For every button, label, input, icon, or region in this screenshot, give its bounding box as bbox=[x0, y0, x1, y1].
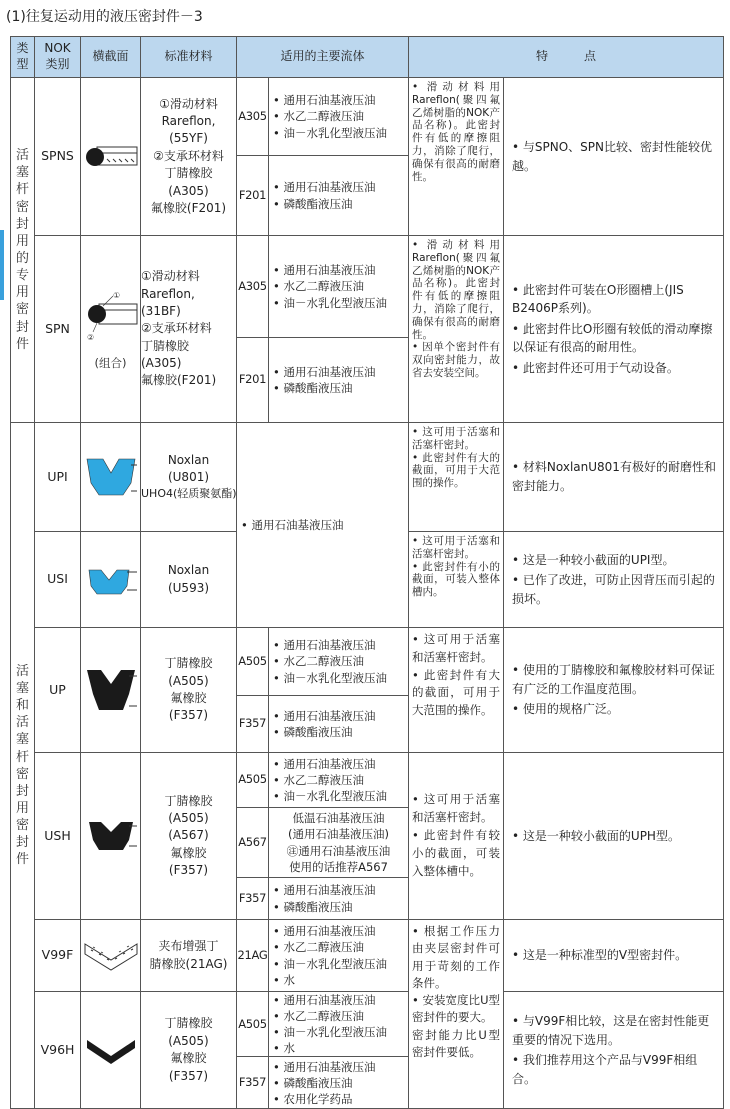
code-material: A505 bbox=[237, 753, 269, 808]
code-material: 21AG bbox=[237, 920, 269, 992]
note-usi: • 这可用于活塞和活塞杆密封。 • 此密封件有小的截面，可装入整体槽内。 bbox=[409, 532, 504, 628]
material-v96h: 丁腈橡胶 (A505) 氟橡胶 (F357) bbox=[141, 992, 237, 1109]
features-spn: • 此密封件可装在O形圈槽上(JIS B2406P系列)。 • 此密封件比O形圈有较低的滑动摩擦以保证有很高的耐用性。 • 此密封件还可用于气动设备。 bbox=[504, 236, 724, 423]
code-material: F357 bbox=[237, 1057, 269, 1109]
spn-cross-section-icon bbox=[83, 286, 139, 350]
section-usi bbox=[81, 532, 141, 628]
header-type: 类型 bbox=[11, 37, 35, 78]
v96h-black-seal-icon bbox=[83, 1030, 139, 1070]
code-v99f: V99F bbox=[35, 920, 81, 992]
header-section: 横截面 bbox=[81, 37, 141, 78]
code-spn: SPN bbox=[35, 236, 81, 423]
section-spn bbox=[81, 236, 141, 423]
section-up bbox=[81, 628, 141, 753]
code-material: A567 bbox=[237, 808, 269, 878]
fluid-list: • 通用石油基液压油 • 水乙二醇液压油 • 油－水乳化型液压油 bbox=[269, 236, 409, 338]
features-v96h: • 与V99F相比较，这是在密封性能更重要的情况下选用。 • 我们推荐用这个产品与V99F相组合。 bbox=[504, 992, 724, 1109]
code-material: F357 bbox=[237, 878, 269, 920]
code-material: F201 bbox=[237, 338, 269, 423]
header-row bbox=[11, 37, 724, 78]
code-material: A505 bbox=[237, 628, 269, 696]
note-ush: • 这可用于活塞和活塞杆密封。 • 此密封件有较小的截面，可装入整体槽中。 bbox=[409, 753, 504, 920]
features-up: • 使用的丁腈橡胶和氟橡胶材料可保证有广泛的工作温度范围。 • 使用的规格广泛。 bbox=[504, 628, 724, 753]
note-upi: • 这可用于活塞和活塞杆密封。 • 此密封件有大的截面，可用于大范围的操作。 bbox=[409, 423, 504, 532]
note-spns: • 滑动材料用Rareflon(聚四氟乙烯树脂的NOK产品名称)。此密封件有低的摩擦阻力，消除了爬行，确保有很高的耐磨性。 bbox=[409, 78, 504, 236]
fluid-list: • 通用石油基液压油 • 磷酸酯液压油 • 农用化学药品 bbox=[269, 1057, 409, 1109]
material-spns: ①滑动材料 Rareflon, (55YF) ②支承环材料 丁腈橡胶 (A305) 氟橡胶(F201) bbox=[141, 78, 237, 236]
fluid-list: • 通用石油基液压油 • 水乙二醇液压油 • 油－水乳化型液压油 bbox=[269, 753, 409, 808]
features-ush: • 这是一种较小截面的UPH型。 bbox=[504, 753, 724, 920]
features-v99f: • 这是一种标准型的V型密封件。 bbox=[504, 920, 724, 992]
fluid-list: • 通用石油基液压油 • 水乙二醇液压油 • 油－水乳化型液压油 • 水 bbox=[269, 920, 409, 992]
code-material: A305 bbox=[237, 78, 269, 156]
note-spn: • 滑动材料用Rareflon(聚四氟乙烯树脂的NOK产品名称)。此密封件有低的摩擦阻力，消除了爬行，确保有很高的耐磨性。 • 因单个密封件有双向密封能力，故省去安装空间。 bbox=[409, 236, 504, 423]
code-usi: USI bbox=[35, 532, 81, 628]
note-up: • 这可用于活塞和活塞杆密封。 • 此密封件有大的截面，可用于大范围的操作。 bbox=[409, 628, 504, 753]
fluid-list: • 通用石油基液压油 • 磷酸酯液压油 bbox=[269, 696, 409, 753]
material-upi: Noxlan (U801) UHO4(轻质聚氨酯) bbox=[141, 423, 237, 532]
features-upi: • 材料NoxlanU801有极好的耐磨性和密封能力。 bbox=[504, 423, 724, 532]
code-material: F201 bbox=[237, 156, 269, 236]
group-piston-and-rod: 活塞和活塞杆密封用密封件 bbox=[11, 423, 35, 1109]
code-up: UP bbox=[35, 628, 81, 753]
features-spns: • 与SPNO、SPN比较、密封性能较优越。 bbox=[504, 78, 724, 236]
table-row bbox=[11, 236, 724, 338]
material-v99f: 夹布增强丁 腈橡胶(21AG) bbox=[141, 920, 237, 992]
fluid-list: • 通用石油基液压油 • 磷酸酯液压油 bbox=[269, 878, 409, 920]
fluid-list: • 通用石油基液压油 • 水乙二醇液压油 • 油－水乳化型液压油 bbox=[269, 78, 409, 156]
code-v96h: V96H bbox=[35, 992, 81, 1109]
fluid-list: 低温石油基液压油 (通用石油基液压油) ㊟通用石油基液压油 使用的话推荐A567 bbox=[269, 808, 409, 878]
code-upi: UPI bbox=[35, 423, 81, 532]
header-nok: NOK 类别 bbox=[35, 37, 81, 78]
table-row bbox=[11, 753, 724, 808]
page-title: (1)往复运动用的液压密封件－3 bbox=[6, 9, 203, 25]
section-v96h bbox=[81, 992, 141, 1109]
header-material: 标准材料 bbox=[141, 37, 237, 78]
header-fluid: 适用的主要流体 bbox=[237, 37, 409, 78]
spn-label-1: ① bbox=[112, 291, 120, 301]
section-v99f bbox=[81, 920, 141, 992]
fluid-shared: • 通用石油基液压油 bbox=[237, 423, 409, 628]
spns-cross-section-icon bbox=[83, 137, 139, 177]
section-ush bbox=[81, 753, 141, 920]
code-material: F357 bbox=[237, 696, 269, 753]
table-row bbox=[11, 992, 724, 1057]
ush-black-seal-icon bbox=[83, 814, 139, 858]
table-row bbox=[11, 628, 724, 696]
table-row bbox=[11, 78, 724, 156]
v99f-fabric-seal-icon bbox=[83, 936, 139, 976]
up-black-seal-icon bbox=[83, 662, 139, 718]
seal-spec-table bbox=[10, 36, 724, 1109]
spn-label-2: ② bbox=[86, 333, 94, 343]
group-piston-rod: 活塞杆密封用的专用密封件 bbox=[11, 78, 35, 423]
code-material: A305 bbox=[237, 236, 269, 338]
material-spn: ①滑动材料 Rareflon, (31BF) ②支承环材料 丁腈橡胶 (A305) 氟橡胶(F201) bbox=[141, 236, 237, 423]
header-features: 特 点 bbox=[409, 37, 724, 78]
table-row bbox=[11, 920, 724, 992]
material-usi: Noxlan (U593) bbox=[141, 532, 237, 628]
note-v-seals: • 根据工作压力由夹层密封件可用于苛刻的工作条件。 • 安装宽度比U型密封件的要大。 密封能力比U型密封件要低。 bbox=[409, 920, 504, 1109]
code-spns: SPNS bbox=[35, 78, 81, 236]
upi-blue-seal-icon bbox=[83, 455, 139, 499]
table-row bbox=[11, 423, 724, 532]
section-spns bbox=[81, 78, 141, 236]
fluid-list: • 通用石油基液压油 • 水乙二醇液压油 • 油－水乳化型液压油 bbox=[269, 628, 409, 696]
side-tab-marker bbox=[0, 230, 4, 300]
code-ush: USH bbox=[35, 753, 81, 920]
material-ush: 丁腈橡胶 (A505) (A567) 氟橡胶 (F357) bbox=[141, 753, 237, 920]
fluid-list: • 通用石油基液压油 • 磷酸酯液压油 bbox=[269, 338, 409, 423]
combo-label: (组合) bbox=[94, 356, 127, 371]
fluid-list: • 通用石油基液压油 • 水乙二醇液压油 • 油－水乳化型液压油 • 水 bbox=[269, 992, 409, 1057]
section-upi bbox=[81, 423, 141, 532]
fluid-list: • 通用石油基液压油 • 磷酸酯液压油 bbox=[269, 156, 409, 236]
code-material: A505 bbox=[237, 992, 269, 1057]
usi-blue-seal-icon bbox=[83, 560, 139, 600]
features-usi: • 这是一种较小截面的UPI型。 • 已作了改进，可防止因背压而引起的损坏。 bbox=[504, 532, 724, 628]
material-up: 丁腈橡胶 (A505) 氟橡胶 (F357) bbox=[141, 628, 237, 753]
